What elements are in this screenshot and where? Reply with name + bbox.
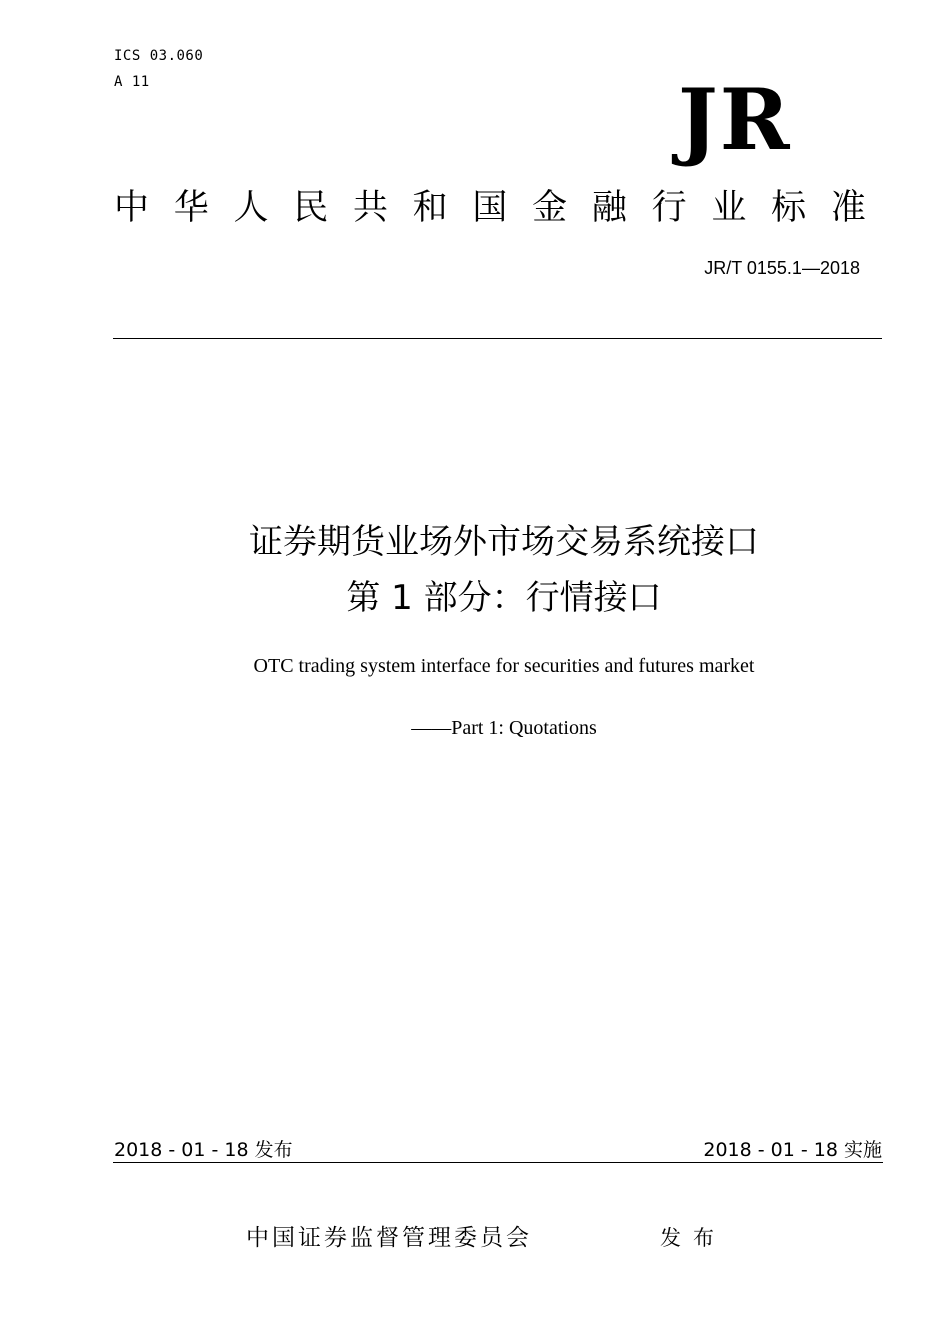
title-english-line-1: OTC trading system interface for securities and futures market [253, 655, 755, 677]
ics-code: ICS 03.060 [114, 48, 204, 64]
category-char: 华 [173, 188, 209, 228]
title-chinese-line-2: 第 1 部分：行情接口 [346, 578, 662, 618]
category-char: 民 [293, 188, 329, 228]
category-char: 中 [114, 188, 150, 228]
title-chinese-line-1: 证券期货业场外市场交易系统接口 [249, 522, 759, 562]
title-english-line-2: ——Part 1: Quotations [411, 717, 597, 739]
category-char: 业 [711, 188, 747, 228]
category-char: 国 [472, 188, 508, 228]
publish-label: 发布 [660, 1226, 726, 1250]
category-char: 准 [830, 188, 866, 228]
category-char: 共 [352, 188, 388, 228]
category-char: 和 [412, 188, 448, 228]
bottom-divider [113, 1162, 883, 1163]
classification-code: A 11 [114, 74, 150, 90]
category-char: 行 [651, 188, 687, 228]
publisher-name: 中国证券监督管理委员会 [246, 1225, 532, 1251]
category-char: 融 [591, 188, 627, 228]
category-char: 人 [233, 188, 269, 228]
standard-number: JR/T 0155.1—2018 [704, 258, 860, 278]
top-divider [113, 338, 882, 339]
implementation-date: 2018 - 01 - 18 实施 [703, 1139, 882, 1161]
category-char: 标 [771, 188, 807, 228]
standard-category-title [114, 186, 866, 230]
category-char: 金 [532, 188, 568, 228]
jr-logo: JR [678, 70, 792, 169]
issue-date: 2018 - 01 - 18 发布 [114, 1139, 293, 1161]
